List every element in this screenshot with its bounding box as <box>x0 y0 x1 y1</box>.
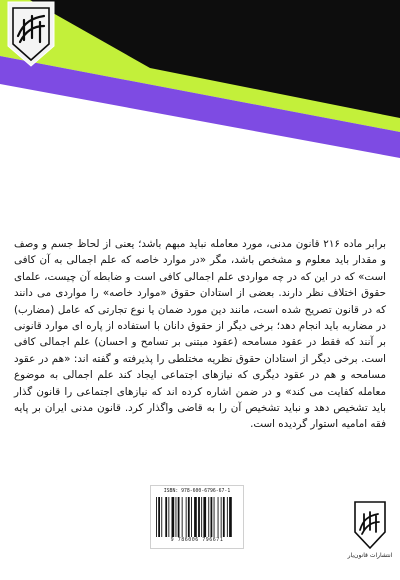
barcode-stripe <box>158 497 160 537</box>
barcode-stripe <box>203 497 206 537</box>
barcode-stripe <box>156 497 157 537</box>
barcode-stripe <box>186 497 187 537</box>
back-cover-paragraph: برابر ماده ۲۱۶ قانون مدنی، مورد معامله نباید مبهم باشد؛ یعنی از لحاظ جسم و وصف و مقدار باید معلوم و مشخص باشد، مگر «در موارد خاصه که علم اجمالی به آن کافی است» که در این که در چه مواردی علم اجمالی کافی است و ضابطه آن چیست، علمای حقوق اختلاف نظر دارند. بعضی از استادان حقوق «موارد خاصه» را مواردی می دانند که در قانون تصریح شده است، مانند دین مورد ضمان یا نوع تجارتی که عامل (مضارب) در مضاربه باید انجام دهد؛ برخی دیگر از حقوق دانان با استفاده از پاره ای موارد قانونی بر آنند که فقط در عقود مسامحه (عقود مبتنی بر تسامح و احسان) علم اجمالی کافی است. برخی دیگر از استادان حقوق نظریه مختلطی را پذیرفته و گفته اند: «هم در عقود مسامحه و هم در عقود دیگری که نیازهای اجتماعی ایجاد کند علم اجمالی به موضوع معامله کفایت می کند» و در ضمن اشاره کرده اند که نیازهای اجتماعی را قانون گذار باید تشخیص دهد و نباید تشخیص آن را به قاضی واگذار کرد. قانون مدنی ایران بر پایه فقه امامیه استوار گردیده است. <box>14 238 386 431</box>
barcode-stripe <box>218 497 219 537</box>
barcode-stripe <box>227 497 228 537</box>
barcode-stripe <box>194 497 197 537</box>
barcode-stripe <box>188 497 190 537</box>
barcode-stripe <box>214 497 215 537</box>
barcode-stripe <box>182 497 183 537</box>
barcode-stripe <box>208 497 209 537</box>
barcode-icon <box>156 497 238 537</box>
barcode-stripe <box>161 497 162 537</box>
barcode-stripe <box>201 497 202 537</box>
top-color-band <box>0 0 400 160</box>
publisher-label: انتشارات قانون‌یار <box>347 552 393 559</box>
isbn-text: ISBN: 978-600-6796-67-1 <box>163 489 231 494</box>
barcode-stripe <box>168 497 169 537</box>
barcode-stripe <box>211 497 213 537</box>
barcode-stripe <box>176 497 177 537</box>
barcode-stripe <box>223 497 225 537</box>
barcode-stripe <box>198 497 200 537</box>
barcode-stripe <box>165 497 167 537</box>
barcode-number: 9 786006 796671 <box>170 537 224 543</box>
barcode-stripe <box>172 497 175 537</box>
barcode-stripe <box>191 497 192 537</box>
barcode-stripe <box>178 497 180 537</box>
barcode-stripe <box>221 497 222 537</box>
barcode-label <box>150 485 244 549</box>
barcode-stripe <box>229 497 232 537</box>
bottom-publisher-logo-icon <box>352 500 388 550</box>
top-publisher-logo-icon <box>0 0 62 70</box>
